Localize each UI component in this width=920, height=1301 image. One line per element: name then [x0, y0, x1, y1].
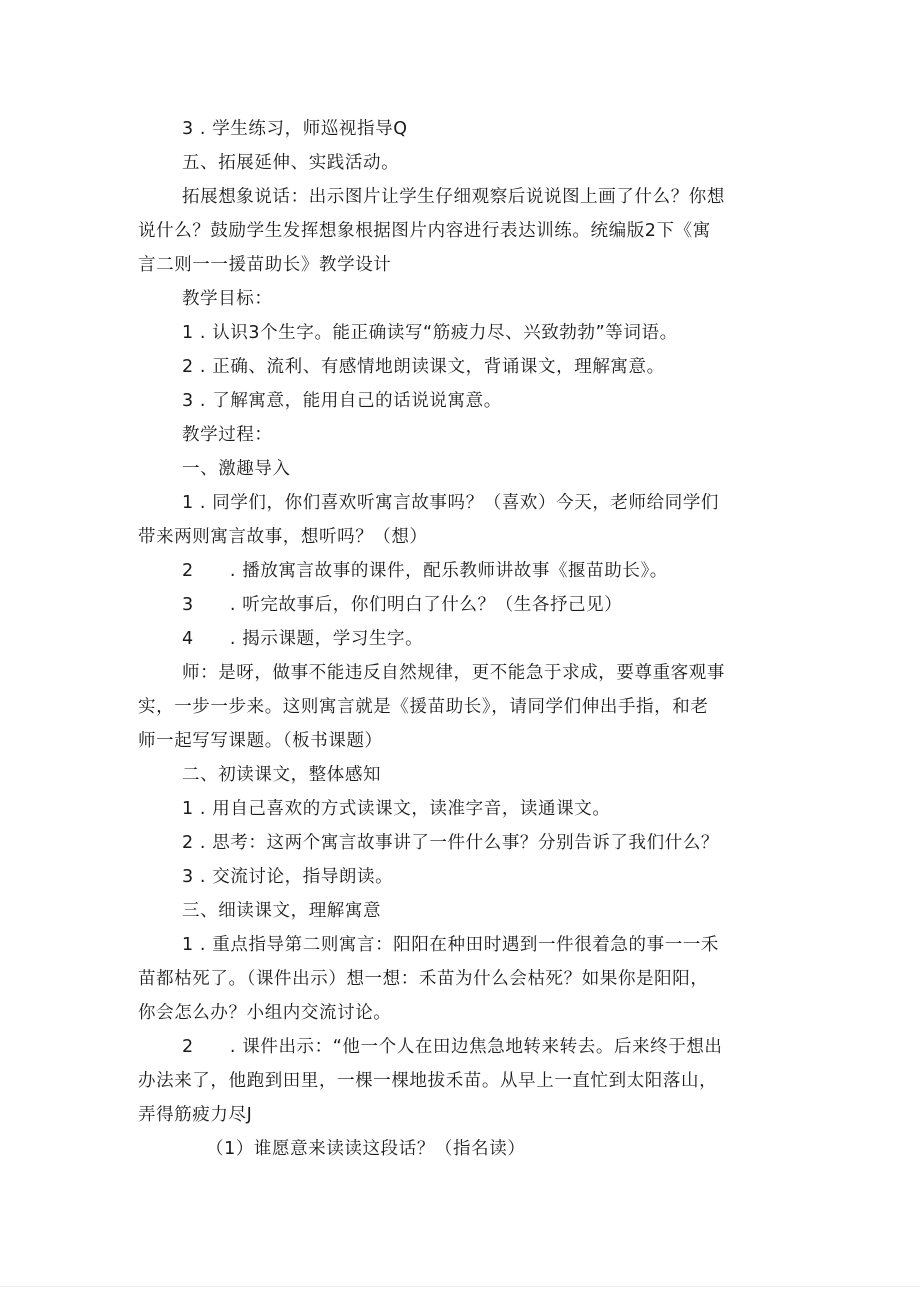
list-item: 3 . 了解寓意，能用自己的话说说寓意。	[182, 391, 502, 411]
section-heading: 教学过程：	[182, 425, 273, 445]
section-heading: 二、初读课文，整体感知	[182, 765, 382, 785]
sub-list-item: （1）谁愿意来读读这段话？（指名读）	[206, 1139, 526, 1159]
list-item: 3 . 听完故事后，你们明白了什么？（生各抒己见）	[182, 595, 623, 615]
section-heading: 五、拓展延伸、实践活动。	[182, 153, 400, 173]
list-item: 3 . 交流讨论，指导朗读。	[182, 867, 394, 887]
paragraph-line: 弄得筋疲力尽J	[138, 1105, 253, 1125]
paragraph-line: 苗都枯死了。（课件出示）想一想：禾苗为什么会枯死？如果你是阳阳，	[138, 969, 709, 989]
paragraph-line: 办法来了，他跑到田里，一棵一棵地拔禾苗。从早上一直忙到太阳落山，	[138, 1071, 718, 1091]
section-heading: 一、激趣导入	[182, 459, 291, 479]
paragraph-line: 拓展想象说话：出示图片让学生仔细观察后说说图上画了什么？你想	[182, 187, 725, 207]
paragraph-line: 带来两则寓言故事，想听吗？（想）	[138, 527, 428, 547]
list-item: 1 . 用自己喜欢的方式读课文，读准字音，读通课文。	[182, 799, 611, 819]
section-heading: 教学目标：	[182, 289, 273, 309]
list-item: 1 . 重点指导第二则寓言：阳阳在种田时遇到一件很着急的事一一禾	[182, 935, 720, 955]
paragraph-line: 师：是呀，做事不能违反自然规律，更不能急于求成，要尊重客观事	[182, 663, 725, 683]
paragraph-line: 3 . 学生练习，师巡视指导Q	[182, 119, 408, 139]
list-item: 2 . 播放寓言故事的课件，配乐教师讲故事《揠苗助长》。	[182, 561, 668, 581]
paragraph-line: 说什么？鼓励学生发挥想象根据图片内容进行表达训练。统编版2下《寓	[138, 221, 711, 241]
paragraph-line: 言二则一一援苗助长》教学设计	[138, 255, 392, 275]
paragraph-line: 实，一步一步来。这则寓言就是《援苗助长》，请同学们伸出手指，和老	[138, 697, 709, 717]
list-item: 2 . 课件出示：“他一个人在田边焦急地转来转去。后来终于想出	[182, 1037, 723, 1057]
paragraph-line: 师一起写写课题。（板书课题）	[138, 731, 383, 751]
list-item: 1 . 同学们，你们喜欢听寓言故事吗？（喜欢）今天，老师给同学们	[182, 493, 720, 513]
list-item: 2 . 正确、流利、有感情地朗读课文，背诵课文，理解寓意。	[182, 357, 665, 377]
document-body	[138, 112, 788, 1166]
list-item: 1 . 认识3个生字。能正确读写“筋疲力尽、兴致勃勃”等词语。	[182, 323, 678, 343]
section-heading: 三、细读课文，理解寓意	[182, 901, 382, 921]
paragraph-line: 你会怎么办？小组内交流讨论。	[138, 1003, 392, 1023]
list-item: 4 . 揭示课题，学习生字。	[182, 629, 424, 649]
footer-divider	[0, 1286, 920, 1287]
list-item: 2 . 思考：这两个寓言故事讲了一件什么事？分别告诉了我们什么？	[182, 833, 720, 853]
